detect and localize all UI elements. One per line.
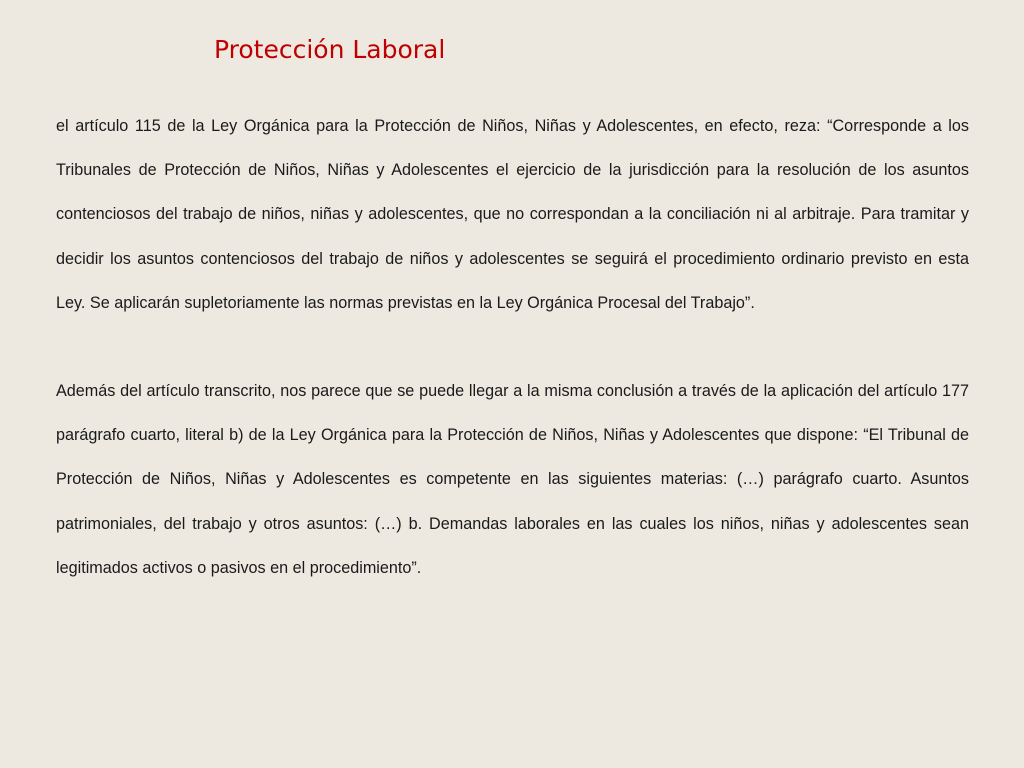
- paragraph-article-115: el artículo 115 de la Ley Orgánica para la Protección de Niños, Niñas y Adolescentes, en efecto, reza: “Corresponde a los Tribunales de Protección de Niños, Niñas y Adolescentes el ejercicio de la jurisdicción para la resolución de los asuntos contenciosos del trabajo de niños, niñas y adolescentes, que no correspondan a la conciliación ni al arbitraje. Para tramitar y decidir los asuntos contenciosos del trabajo de niños y adolescentes se seguirá el procedimiento ordinario previsto en esta Ley. Se aplicarán supletoriamente las normas previstas en la Ley Orgánica Procesal del Trabajo”.: [56, 117, 969, 312]
- slide-title: Protección Laboral: [214, 35, 446, 64]
- paragraph-article-177: Además del artículo transcrito, nos parece que se puede llegar a la misma conclusión a través de la aplicación del artículo 177 parágrafo cuarto, literal b) de la Ley Orgánica para la Protección de Niños, Niñas y Adolescentes que dispone: “El Tribunal de Protección de Niños, Niñas y Adolescentes es competente en las siguientes materias: (…) parágrafo cuarto. Asuntos patrimoniales, del trabajo y otros asuntos: (…) b. Demandas laborales en las cuales los niños, niñas y adolescentes sean legitimados activos o pasivos en el procedimiento”.: [56, 382, 969, 577]
- slide-body: [56, 104, 969, 590]
